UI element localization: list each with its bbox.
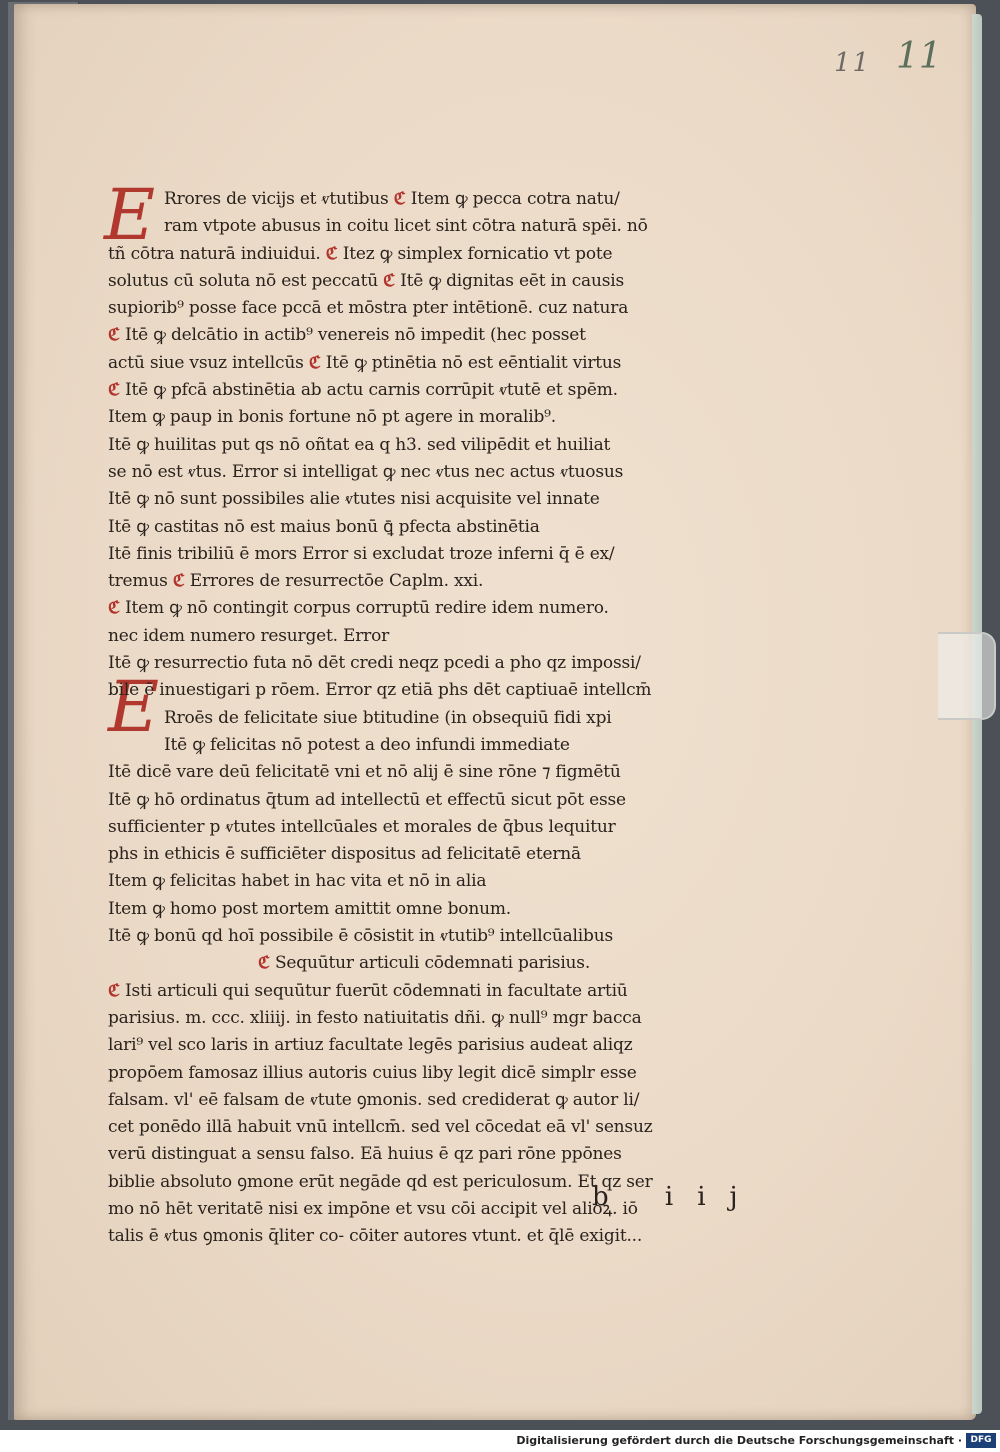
text-line: Item ꝙ paup in bonis fortune nō pt agere in moralib⁹. bbox=[108, 407, 556, 428]
text-line: Itē ꝙ bonū qd hoī possibile ē cōsistit in ⱴtutib⁹ intellcūalibus bbox=[108, 926, 613, 947]
text-line: ℭ Sequūtur articuli cōdemnati parisius. bbox=[258, 953, 591, 974]
text-line: Itē ꝙ felicitas nō potest a deo infundi immediate bbox=[164, 734, 570, 755]
text-line: Itē ꝙ nō sunt possibiles alie ⱴtutes nisi acquisite vel innate bbox=[108, 489, 600, 510]
text-line: Itē ꝙ hō ordinatus q̄tum ad intellectū et effectū sicut pōt esse bbox=[108, 789, 626, 810]
text-line: biblie absoluto ꝯmone erūt negāde qd est periculosum. Et qz ser bbox=[108, 1171, 653, 1192]
rubric-paragraph-mark: ℭ bbox=[108, 980, 120, 1001]
text-line: Itē ꝙ castitas nō est maius bonū ꝗ̄ pfecta abstinētia bbox=[108, 516, 540, 537]
text-line: nec idem numero resurget. Error bbox=[108, 625, 390, 646]
text-line: Itē dicē vare deū felicitatē vni et nō alij ē sine rōne ⁊ figmētū bbox=[108, 762, 621, 783]
dfg-logo: DFG bbox=[966, 1433, 996, 1448]
folio-pencil-number: 11 bbox=[834, 48, 872, 78]
text-line: solutus cū soluta nō est peccatū ℭ Itē ꝙ dignitas eēt in causis bbox=[108, 270, 625, 291]
text-line: parisius. m. ccc. xliiij. in festo natiuitatis dñi. ꝙ null⁹ mgr bacca bbox=[108, 1007, 642, 1028]
text-line: Rrores de vicijs et ⱴtutibus ℭ Item ꝙ pecca cotra natu/ bbox=[164, 189, 620, 209]
rubric-paragraph-mark: ℭ bbox=[108, 325, 120, 346]
footer-bar bbox=[0, 1430, 1000, 1452]
text-line: Rroēs de felicitate siue btitudine (in obsequiū fidi xpi bbox=[164, 707, 612, 728]
text-line: ℭ Itē ꝙ pfcā abstinētia ab actu carnis corrūpit ⱴtutē et spēm. bbox=[108, 380, 618, 401]
rubric-paragraph-mark: ℭ bbox=[325, 243, 338, 264]
text-line: ℭ Item ꝙ nō contingit corpus corruptū redire idem numero. bbox=[108, 598, 609, 619]
text-line: tñ cōtra naturā indiuidui. ℭ Itez ꝙ simplex fornicatio vt pote bbox=[108, 243, 613, 264]
text-line: se nō est ⱴtus. Error si intelligat ꝙ nec ⱴtus nec actus ⱴtuosus bbox=[108, 461, 624, 482]
text-line: actū siue vsuz intellcūs ℭ Itē ꝙ ptinētia nō est eēntialit virtus bbox=[108, 352, 622, 373]
rubric-paragraph-mark: ℭ bbox=[108, 598, 120, 619]
rubric-paragraph-mark: ℭ bbox=[108, 380, 120, 401]
text-line: supiorib⁹ posse face pccā et mōstra pter intētionē. cuz natura bbox=[108, 298, 629, 319]
rubric-paragraph-mark: ℭ bbox=[308, 352, 321, 373]
text-line: phs in ethicis ē sufficiēter dispositus ad felicitatē eternā bbox=[108, 844, 581, 865]
text-line: Item ꝙ felicitas habet in hac vita et nō in alia bbox=[108, 871, 487, 892]
text-line: bile ē inuestigari p rōem. Error qz etiā phs dēt captiuaē intellcm̄ bbox=[108, 680, 652, 701]
text-line: mo nō hēt veritatē nisi ex impōne et vsu cōi accipit vel alioꝝ. iō bbox=[108, 1198, 638, 1219]
text-line: tremus ℭ Errores de resurrectōe Caplm. xxi. bbox=[108, 571, 484, 592]
text-line: verū distinguat a sensu falso. Eā huius ē qz pari rōne ppōnes bbox=[108, 1144, 622, 1165]
text-line: ℭ Itē ꝙ delcātio in actib⁹ venereis nō impedit (hec posset bbox=[108, 325, 586, 346]
signature-mark: b iij bbox=[592, 1182, 762, 1212]
text-line: sufficienter p ⱴtutes intellcūales et morales de q̄bus lequitur bbox=[108, 816, 616, 837]
rubric-paragraph-mark: ℭ bbox=[383, 270, 395, 291]
text-line: cet ponēdo illā habuit vnū intellcm̄. sed vel cōcedat eā vl' sensuz bbox=[108, 1117, 653, 1138]
text-line: Itē finis tribiliū ē mors Error si excludat troze inferni q̄ ē ex/ bbox=[108, 543, 615, 564]
text-line: talis ē ⱴtus ꝯmonis q̄liter co- cōiter autores vtunt. et q̄lē exigit... bbox=[108, 1226, 643, 1247]
folio-ink-number: 11 bbox=[896, 36, 942, 77]
red-initial-capital: E bbox=[108, 666, 160, 748]
page-tab-marker bbox=[938, 632, 996, 720]
text-line: propōem famosaz illius autoris cuius liby legit dicē simplr esse bbox=[108, 1062, 637, 1083]
text-line: lari⁹ vel sco laris in artiuz facultate legēs parisius audeat aliqz bbox=[108, 1035, 633, 1056]
text-line: ℭ Isti articuli qui sequūtur fuerūt cōdemnati in facultate artiū bbox=[108, 980, 628, 1001]
red-initial-capital: E bbox=[104, 174, 156, 256]
text-line: ram vtpote abusus in coitu licet sint cōtra naturā spēi. nō bbox=[164, 216, 648, 237]
text-line: falsam. vl' eē falsam de ⱴtute ꝯmonis. sed crediderat ꝙ autor li/ bbox=[108, 1089, 640, 1110]
text-line: Itē ꝙ resurrectio futa nō dēt credi neqz pcedi a pho qz impossi/ bbox=[108, 653, 641, 674]
text-line: Itē ꝙ huilitas put qs nō oñtat ea q h3. sed vilipēdit et huiliat bbox=[108, 434, 611, 455]
text-block bbox=[108, 186, 768, 1251]
footer-credit-text: Digitalisierung gefördert durch die Deutsche Forschungsgemeinschaft · bbox=[516, 1434, 962, 1447]
rubric-paragraph-mark: ℭ bbox=[258, 953, 270, 974]
text-line: Item ꝙ homo post mortem amittit omne bonum. bbox=[108, 898, 511, 919]
rubric-paragraph-mark: ℭ bbox=[393, 189, 406, 209]
rubric-paragraph-mark: ℭ bbox=[172, 571, 185, 592]
